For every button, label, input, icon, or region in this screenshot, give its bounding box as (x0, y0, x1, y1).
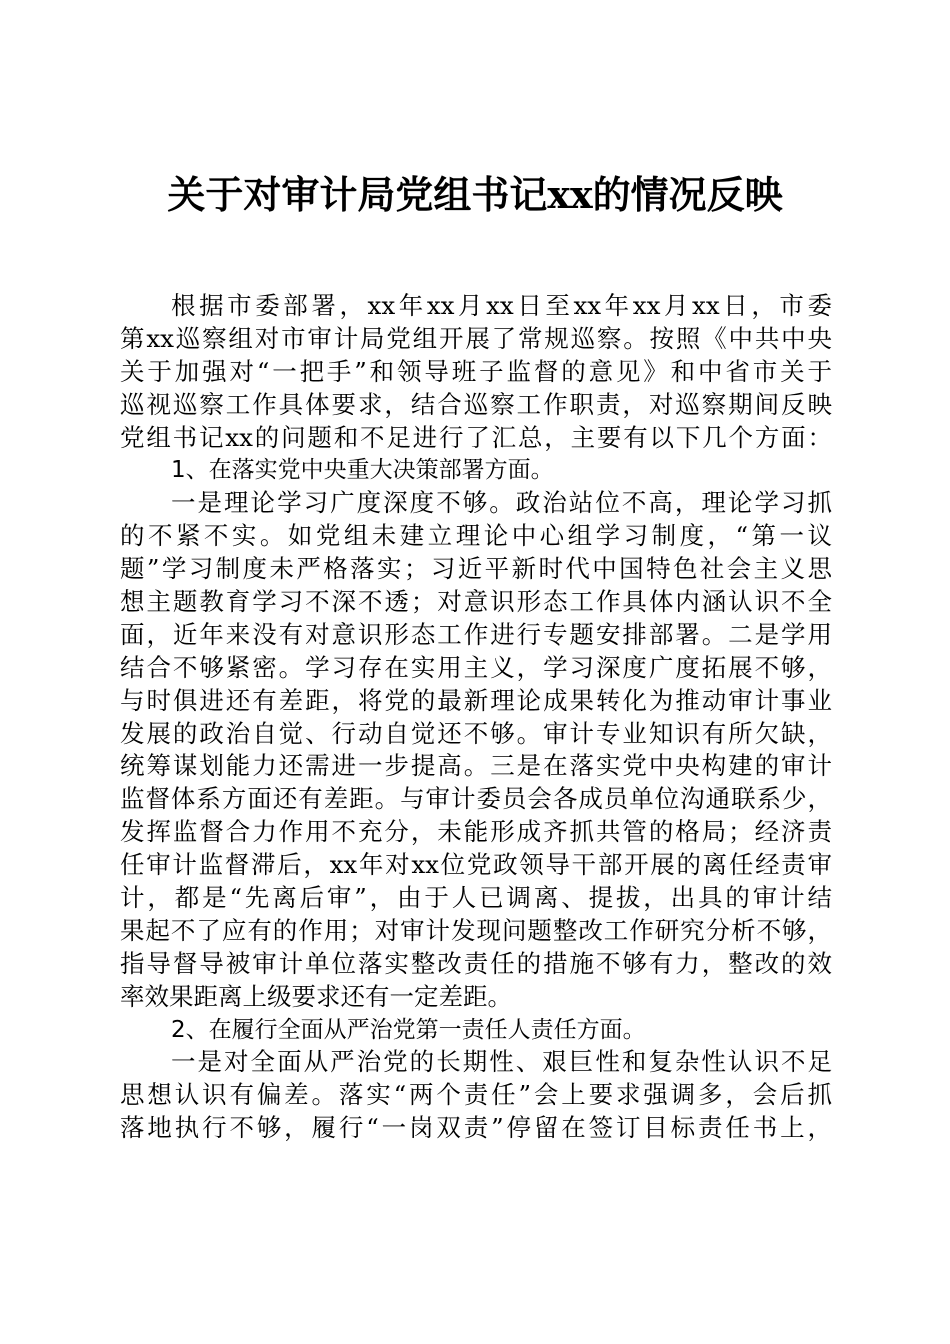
heading-line: 2、在履行全面从严治党第一责任人责任方面。 (171, 1016, 646, 1043)
text-line: 发挥监督合力作用不充分，未能形成齐抓共管的格局；经济责 (120, 817, 832, 847)
text-line: 发展的政治自觉、行动自觉还不够。审计专业知识有所欠缺， (120, 718, 832, 748)
text-line: 落地执行不够，履行“一岗双责”停留在签订目标责任书上， (120, 1113, 832, 1143)
text-line: 面，近年来没有对意识形态工作进行专题安排部署。二是学用 (120, 619, 832, 649)
document-title: 关于对审计局党组书记xx的情况反映 (167, 172, 783, 217)
text-line: 结合不够紧密。学习存在实用主义，学习深度广度拓展不够， (120, 652, 832, 682)
text-line: 题”学习制度未严格落实；习近平新时代中国特色社会主义思 (120, 554, 832, 584)
section-heading-1 (120, 454, 832, 487)
paragraph-intro (120, 290, 832, 454)
text-line: 思想认识有偏差。落实“两个责任”会上要求强调多，会后抓 (120, 1080, 832, 1110)
text-line: 任审计监督滞后，xx年对xx位党政领导干部开展的离任经责审 (120, 850, 832, 880)
text-line: 一是理论学习广度深度不够。政治站位不高，理论学习抓 (171, 488, 832, 518)
text-line: 关于加强对“一把手”和领导班子监督的意见》和中省市关于 (120, 356, 832, 386)
text-line: 的不紧不实。如党组未建立理论中心组学习制度，“第一议 (120, 521, 832, 551)
text-line: 统筹谋划能力还需进一步提高。三是在落实党中央构建的审计 (120, 751, 832, 781)
paragraph-section-2 (120, 1046, 832, 1145)
text-line: 计，都是“先离后审”，由于人已调离、提拔，出具的审计结 (120, 883, 832, 913)
section-heading-2 (120, 1014, 832, 1047)
text-line: 第xx巡察组对市审计局党组开展了常规巡察。按照《中共中央 (120, 323, 832, 353)
text-line: 指导督导被审计单位落实整改责任的措施不够有力，整改的效 (120, 948, 832, 978)
text-line: 与时俱进还有差距，将党的最新理论成果转化为推动审计事业 (120, 685, 832, 715)
text-line: 率效果距离上级要求还有一定差距。 (120, 981, 512, 1011)
text-line: 一是对全面从严治党的长期性、艰巨性和复杂性认识不足 (171, 1047, 832, 1077)
text-line: 巡视巡察工作具体要求，结合巡察工作职责，对巡察期间反映 (120, 389, 832, 419)
heading-line: 1、在落实党中央重大决策部署方面。 (171, 457, 554, 484)
document-body (120, 290, 832, 1145)
text-line: 根据市委部署，xx年xx月xx日至xx年xx月xx日，市委 (171, 291, 832, 320)
text-line: 党组书记xx的问题和不足进行了汇总，主要有以下几个方面： (120, 422, 832, 452)
text-line: 果起不了应有的作用；对审计发现问题整改工作研究分析不够， (120, 915, 832, 945)
paragraph-section-1 (120, 487, 832, 1013)
text-line: 想主题教育学习不深不透；对意识形态工作具体内涵认识不全 (120, 587, 832, 617)
text-line: 监督体系方面还有差距。与审计委员会各成员单位沟通联系少， (120, 784, 832, 814)
